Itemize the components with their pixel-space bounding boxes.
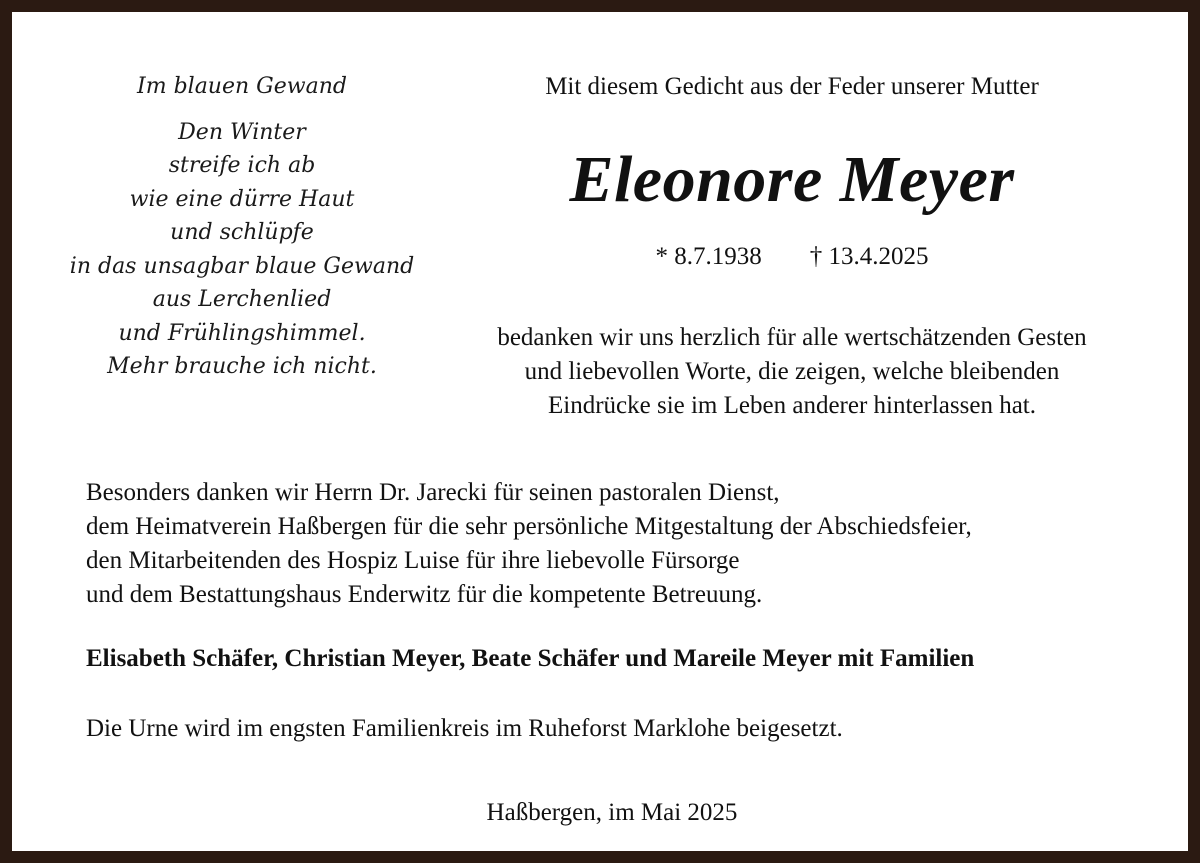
urn-notice: Die Urne wird im engsten Familienkreis im Ruheforst Marklohe beigesetzt. bbox=[86, 715, 843, 742]
poem-line: Mehr brauche ich nicht. bbox=[107, 354, 377, 379]
poem-line: und schlüpfe bbox=[170, 220, 314, 245]
thanks-line: bedanken wir uns herzlich für alle wertschätzenden Gesten bbox=[497, 324, 1087, 351]
special-thanks-paragraph bbox=[86, 476, 1166, 612]
life-dates bbox=[452, 240, 1132, 274]
poem-line: aus Lerchenlied bbox=[152, 287, 332, 312]
special-thanks-line: und dem Bestattungshaus Enderwitz für die kompetente Betreuung. bbox=[86, 581, 763, 608]
poem-line: streife ich ab bbox=[168, 153, 316, 178]
poem-line: Den Winter bbox=[178, 119, 306, 145]
special-thanks-line: Besonders danken wir Herrn Dr. Jarecki für seinen pastoralen Dienst, bbox=[86, 479, 780, 506]
special-thanks-line: den Mitarbeitenden des Hospiz Luise für ihre liebevolle Fürsorge bbox=[86, 547, 740, 574]
death-date: † 13.4.2025 bbox=[809, 243, 929, 270]
deceased-name: Eleonore Meyer bbox=[569, 143, 1015, 216]
poem-line: und Frühlingshimmel. bbox=[118, 320, 366, 346]
poem-title: Im blauen Gewand bbox=[137, 74, 347, 99]
place-and-date: Haßbergen, im Mai 2025 bbox=[486, 799, 738, 826]
poem-line: wie eine dürre Haut bbox=[129, 186, 355, 212]
thanks-line: Eindrücke sie im Leben anderer hinterlassen hat. bbox=[547, 392, 1036, 419]
poem-line: in das unsagbar blaue Gewand bbox=[69, 253, 415, 279]
thanks-line: und liebevollen Worte, die zeigen, welche bleibenden bbox=[524, 358, 1060, 385]
birth-date: * 8.7.1938 bbox=[655, 243, 762, 270]
family-signature: Elisabeth Schäfer, Christian Meyer, Beate Schäfer und Mareile Meyer mit Familien bbox=[86, 645, 975, 672]
poem bbox=[42, 70, 442, 384]
intro-line: Mit diesem Gedicht aus der Feder unserer Mutter bbox=[545, 73, 1039, 100]
thanks-paragraph bbox=[442, 321, 1142, 423]
special-thanks-line: dem Heimatverein Haßbergen für die sehr persönliche Mitgestaltung der Abschiedsfeier, bbox=[86, 513, 972, 540]
